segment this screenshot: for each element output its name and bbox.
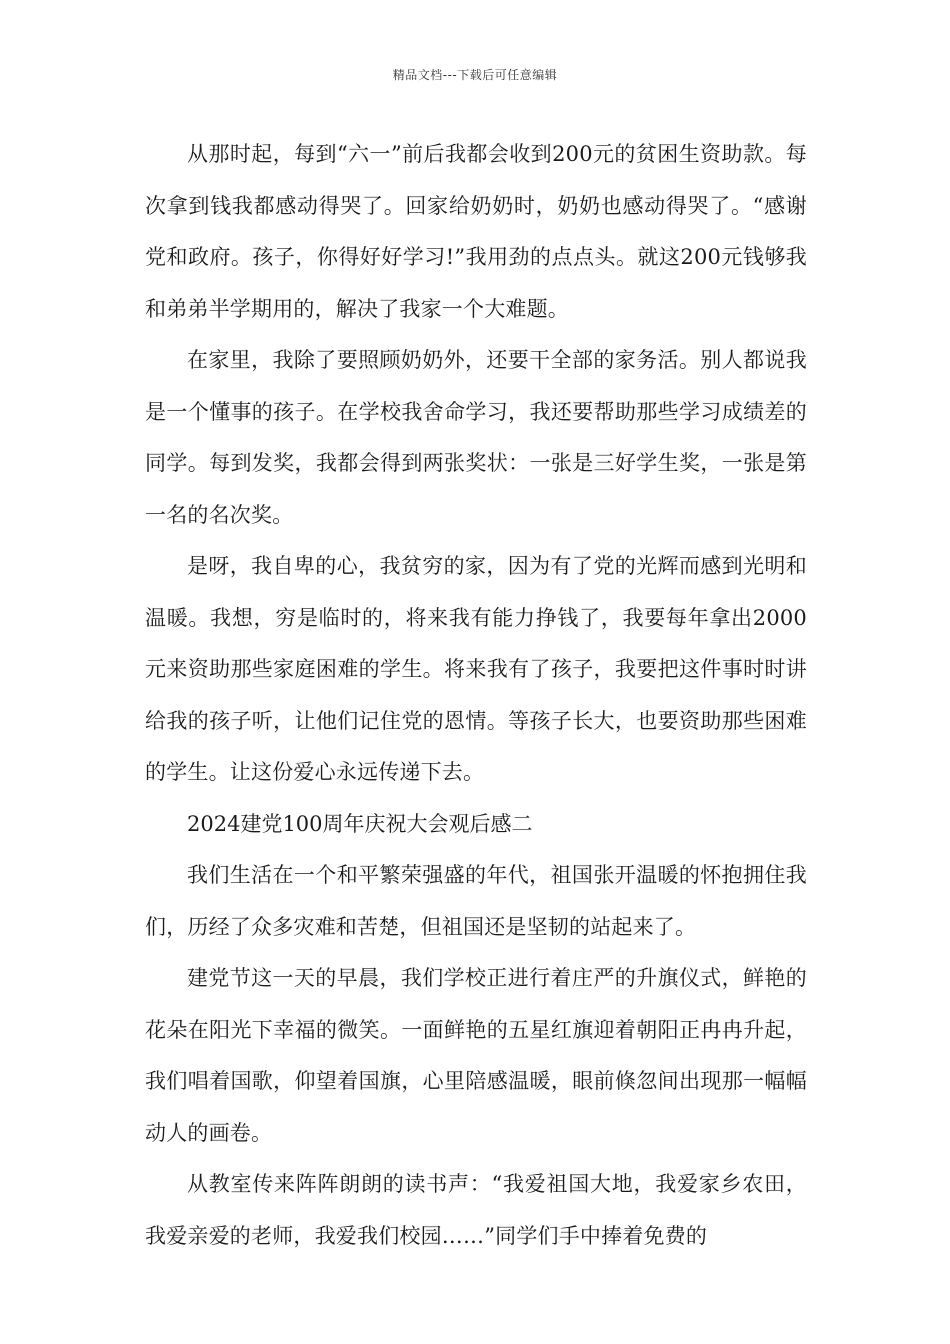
section-title: 2024建党100周年庆祝大会观后感二 bbox=[187, 811, 533, 836]
paragraph-6: 从教室传来阵阵朗朗的读书声：“我爱祖国大地，我爱家乡农田，我爱亲爱的老师，我爱我们校园……”同学们手中捧着免费的 bbox=[145, 1172, 807, 1248]
page-header: 精品文档---下载后可任意编辑 bbox=[392, 68, 558, 82]
paragraph-1: 从那时起，每到“六一”前后我都会收到200元的贫困生资助款。每次拿到钱我都感动得哭了。回家给奶奶时，奶奶也感动得哭了。“感谢党和政府。孩子，你得好好学习!”我用劲的点点头。就这200元钱够我和弟弟半学期用的，解决了我家一个大难题。 bbox=[145, 142, 807, 321]
paragraph-3: 是呀，我自卑的心，我贫穷的家，因为有了党的光辉而感到光明和温暖。我想，穷是临时的，将来我有能力挣钱了，我要每年拿出2000元来资助那些家庭困难的学生。将来我有了孩子，我要把这件事时时讲给我的孩子听，让他们记住党的恩情。等孩子长大，也要资助那些困难的学生。让这份爱心永远传递下去。 bbox=[145, 554, 807, 784]
paragraph-5: 建党节这一天的早晨，我们学校正进行着庄严的升旗仪式，鲜艳的花朵在阳光下幸福的微笑。一面鲜艳的五星红旗迎着朝阳正冉冉升起，我们唱着国歌，仰望着国旗，心里陪感温暖，眼前倏忽间出现那一幅幅动人的画卷。 bbox=[145, 966, 807, 1145]
paragraph-2: 在家里，我除了要照顾奶奶外，还要干全部的家务活。别人都说我是一个懂事的孩子。在学校我舍命学习，我还要帮助那些学习成绩差的同学。每到发奖，我都会得到两张奖状：一张是三好学生奖，一张是第一名的名次奖。 bbox=[145, 348, 807, 527]
document-body bbox=[145, 129, 807, 1262]
paragraph-4: 我们生活在一个和平繁荣强盛的年代，祖国张开温暖的怀抱拥住我们，历经了众多灾难和苦楚，但祖国还是坚韧的站起来了。 bbox=[145, 863, 807, 939]
